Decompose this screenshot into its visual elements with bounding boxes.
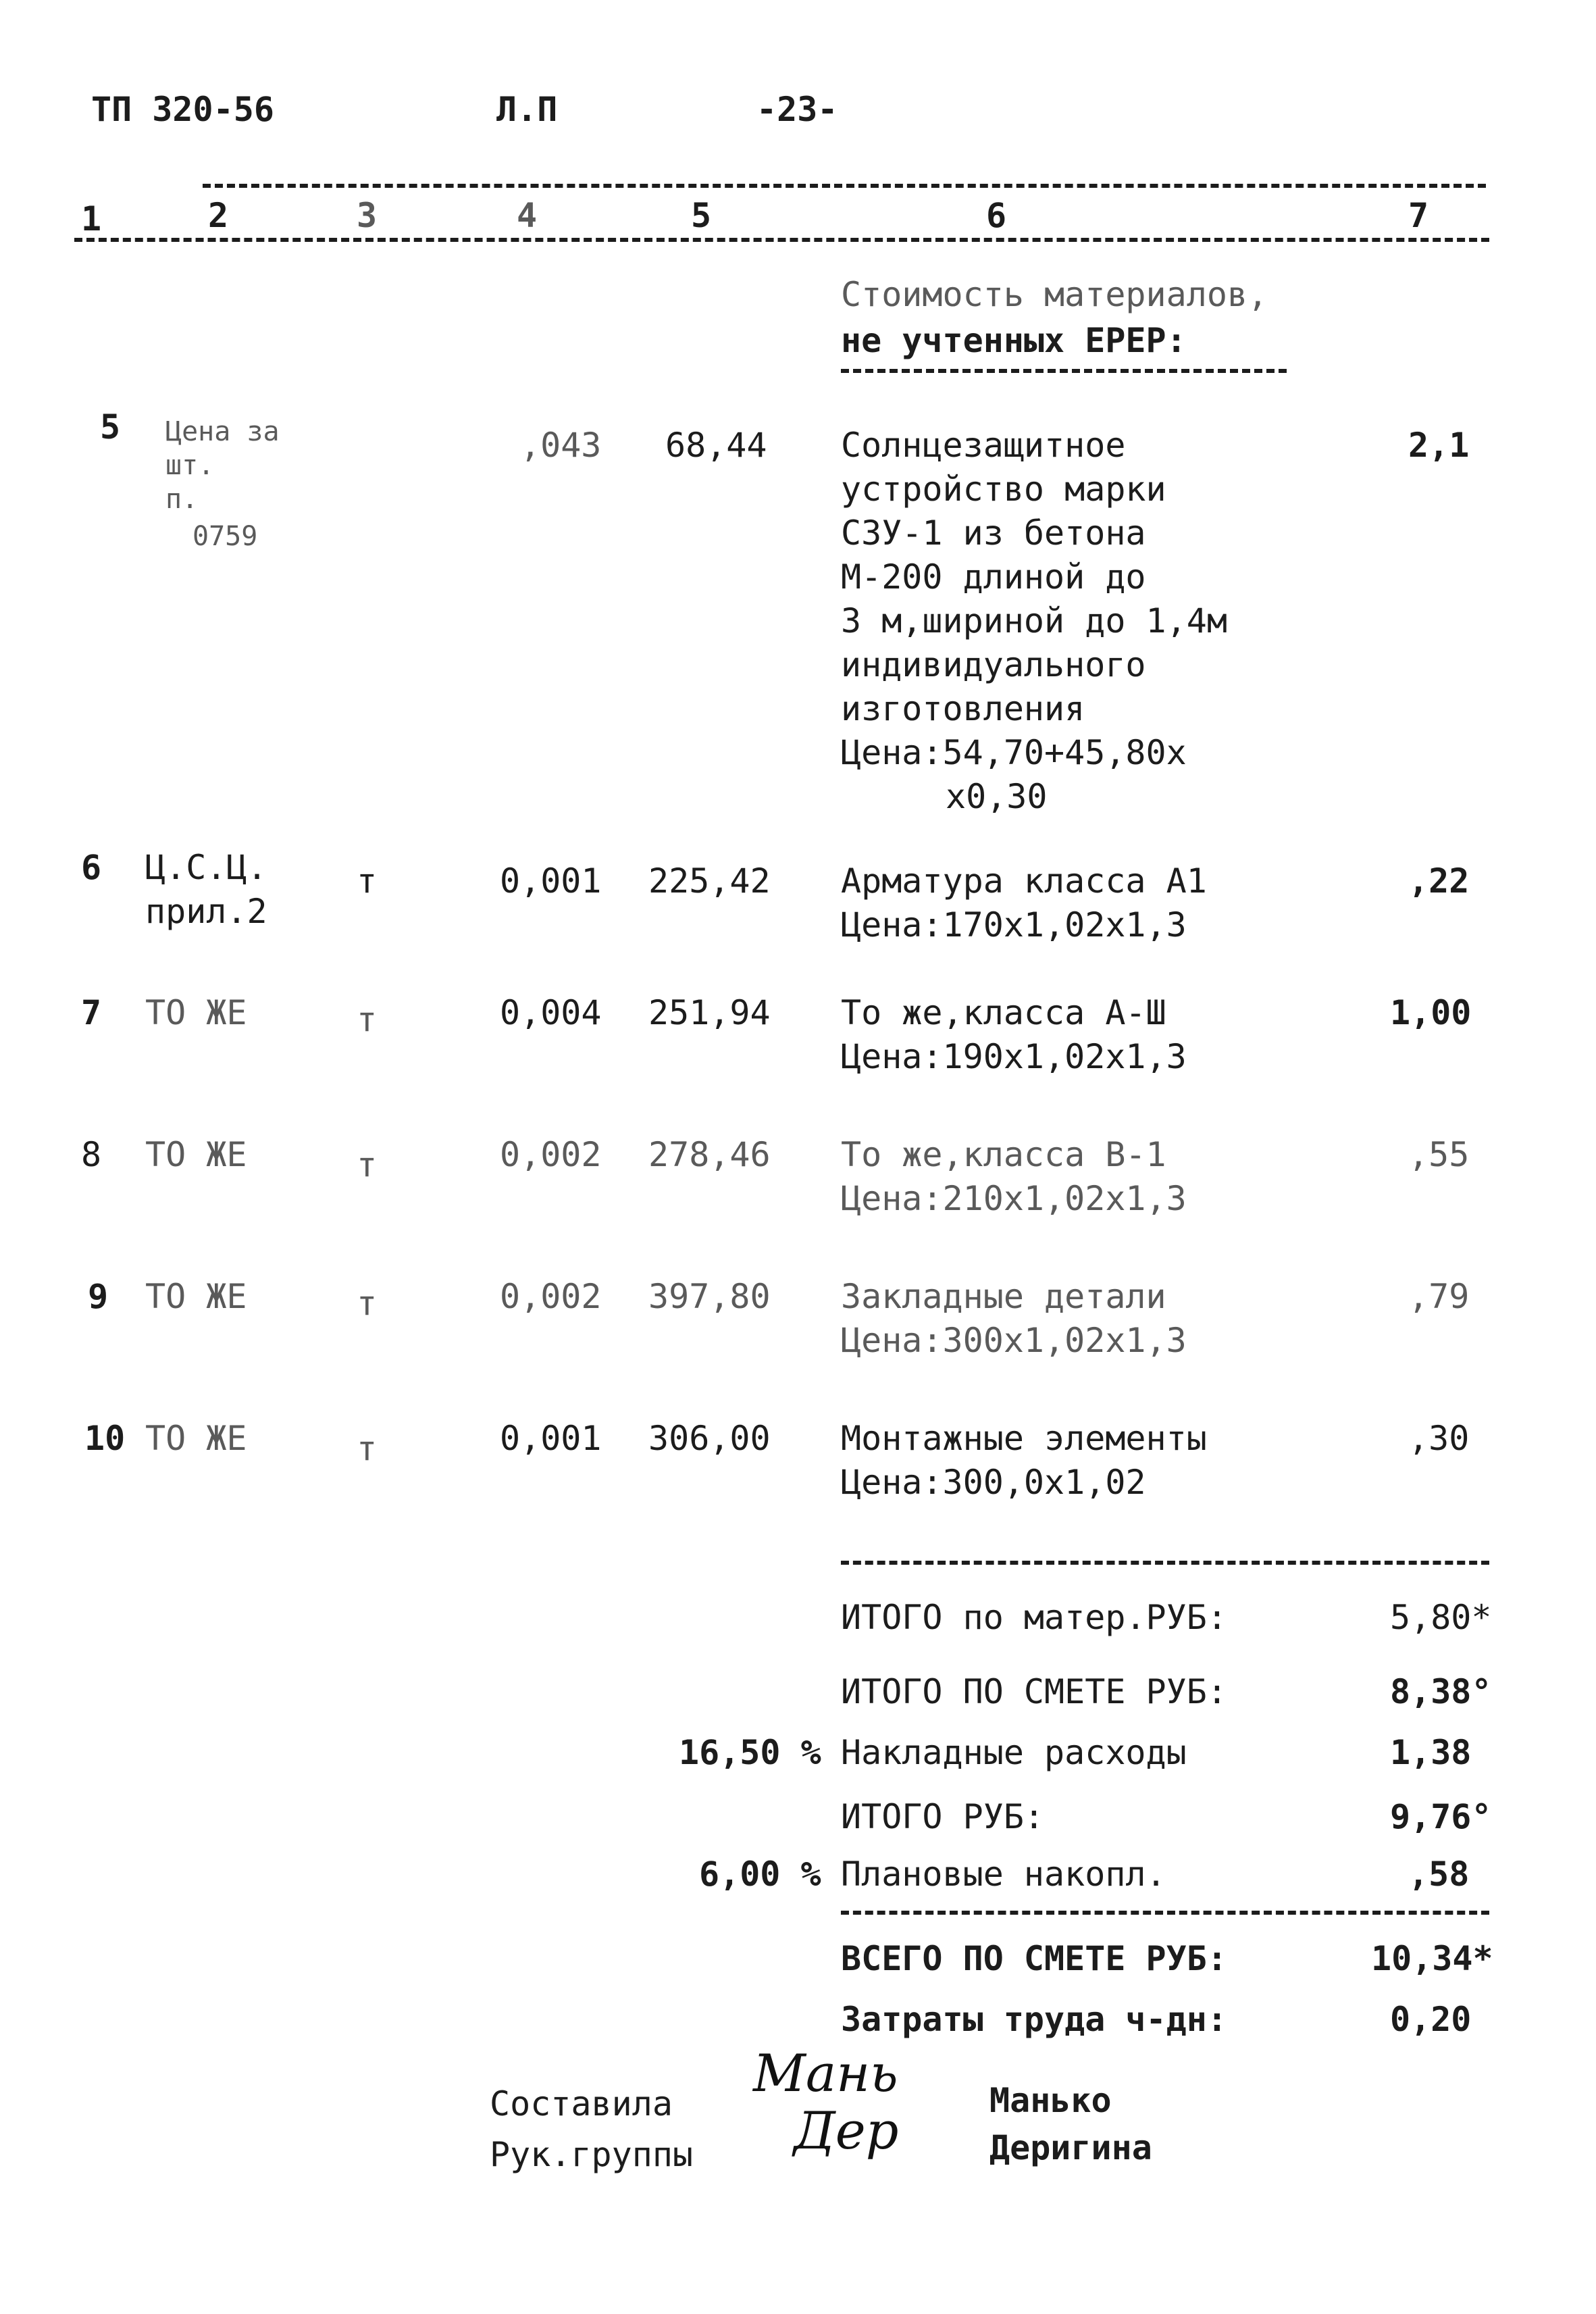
row-unit: т bbox=[357, 1429, 378, 1468]
row-description: То же,класса В-1 bbox=[841, 1135, 1166, 1174]
row-code: прил.2 bbox=[145, 892, 267, 931]
row-description: Солнцезащитное bbox=[841, 426, 1126, 465]
row-number: 8 bbox=[81, 1135, 102, 1174]
row-total: ,30 bbox=[1408, 1419, 1470, 1458]
column-number-5: 5 bbox=[691, 196, 712, 235]
grand-total-label: ВСЕГО ПО СМЕТЕ РУБ: bbox=[841, 1939, 1227, 1978]
row-description: Цена:300,0х1,02 bbox=[841, 1463, 1146, 1502]
total-label: ИТОГО по матер.РУБ: bbox=[841, 1598, 1227, 1637]
row-description: Закладные детали bbox=[841, 1277, 1166, 1316]
section-title-underline bbox=[841, 369, 1287, 373]
row-description: СЗУ-1 из бетона bbox=[841, 513, 1146, 553]
row-description: Монтажные элементы bbox=[841, 1419, 1207, 1458]
row-price: 278,46 bbox=[648, 1135, 771, 1174]
column-number-1: 1 bbox=[81, 199, 102, 238]
row-description: Цена:54,70+45,80х bbox=[841, 733, 1187, 772]
row-code: п. bbox=[165, 484, 199, 515]
row-number: 6 bbox=[81, 848, 102, 887]
row-description: Цена:300х1,02х1,3 bbox=[841, 1321, 1187, 1360]
total-value: 1,38 bbox=[1390, 1733, 1472, 1772]
row-code: Цена за bbox=[165, 416, 280, 447]
signature-name-compiled: Манько bbox=[989, 2081, 1112, 2120]
row-price: 225,42 bbox=[648, 861, 771, 901]
total-percent: 6,00 % bbox=[699, 1855, 821, 1894]
signature-autograph: Мань bbox=[753, 2043, 898, 2103]
document-code: ТП 320-56 bbox=[91, 90, 274, 129]
total-value: 8,38° bbox=[1390, 1672, 1492, 1711]
row-quantity: 0,002 bbox=[500, 1277, 602, 1316]
grand-total-value: 10,34* bbox=[1371, 1939, 1493, 1978]
signature-role-compiled: Составила bbox=[490, 2084, 673, 2123]
row-code: ТО ЖЕ bbox=[145, 993, 247, 1032]
row-code: ТО ЖЕ bbox=[145, 1135, 247, 1174]
row-code: ТО ЖЕ bbox=[145, 1277, 247, 1316]
row-total: 1,00 bbox=[1390, 993, 1472, 1032]
row-quantity: 0,001 bbox=[500, 1419, 602, 1458]
row-number: 10 bbox=[84, 1419, 126, 1458]
column-number-4: 4 bbox=[517, 196, 538, 235]
row-description: индивидуального bbox=[841, 645, 1146, 684]
row-description: Цена:170х1,02х1,3 bbox=[841, 905, 1187, 945]
column-number-3: 3 bbox=[357, 196, 378, 235]
row-number: 5 bbox=[100, 407, 121, 447]
row-unit: т bbox=[357, 1284, 378, 1323]
total-value: ,58 bbox=[1408, 1855, 1470, 1894]
row-unit: т bbox=[357, 1000, 378, 1039]
column-number-7: 7 bbox=[1408, 196, 1429, 235]
column-header-top-rule bbox=[203, 184, 1486, 188]
row-price: 397,80 bbox=[648, 1277, 771, 1316]
signature-name-group-lead: Деригина bbox=[989, 2128, 1152, 2167]
row-description: Цена:190х1,02х1,3 bbox=[841, 1037, 1187, 1076]
row-code: шт. bbox=[165, 450, 215, 481]
row-description: х0,30 bbox=[946, 777, 1048, 816]
signature-role-group-lead: Рук.группы bbox=[490, 2135, 694, 2174]
row-unit: т bbox=[357, 1145, 378, 1184]
row-description: устройство марки bbox=[841, 470, 1166, 509]
row-price: 306,00 bbox=[648, 1419, 771, 1458]
row-description: изготовления bbox=[841, 689, 1085, 728]
row-total: ,22 bbox=[1408, 861, 1470, 901]
labor-cost-label: Затраты труда ч-дн: bbox=[841, 2000, 1227, 2039]
row-quantity: 0,004 bbox=[500, 993, 602, 1032]
row-code: 0759 bbox=[192, 521, 258, 552]
column-number-2: 2 bbox=[208, 196, 229, 235]
total-percent: 16,50 % bbox=[679, 1733, 821, 1772]
row-code: ТО ЖЕ bbox=[145, 1419, 247, 1458]
row-price: 251,94 bbox=[648, 993, 771, 1032]
row-total: ,55 bbox=[1408, 1135, 1470, 1174]
page-number: -23- bbox=[756, 90, 838, 129]
row-description: М-200 длиной до bbox=[841, 557, 1146, 597]
row-description: Арматура класса А1 bbox=[841, 861, 1207, 901]
row-total: ,79 bbox=[1408, 1277, 1470, 1316]
row-quantity: ,043 bbox=[520, 426, 602, 465]
total-value: 5,80* bbox=[1390, 1598, 1492, 1637]
signature-autograph: Дер bbox=[794, 2101, 899, 2161]
row-description: 3 м,шириной до 1,4м bbox=[841, 601, 1227, 640]
grand-total-rule bbox=[841, 1911, 1489, 1915]
section-title-line-2: не учтенных ЕРЕР: bbox=[841, 321, 1187, 360]
row-code: Ц.С.Ц. bbox=[145, 848, 267, 887]
sheet-label: Л.П bbox=[496, 90, 558, 129]
total-label: ИТОГО РУБ: bbox=[841, 1797, 1045, 1836]
labor-cost-value: 0,20 bbox=[1390, 2000, 1472, 2039]
total-label: Накладные расходы bbox=[841, 1733, 1187, 1772]
row-price: 68,44 bbox=[665, 426, 767, 465]
total-value: 9,76° bbox=[1390, 1797, 1492, 1836]
row-unit: т bbox=[357, 861, 378, 901]
row-total: 2,1 bbox=[1408, 426, 1470, 465]
total-label: ИТОГО ПО СМЕТЕ РУБ: bbox=[841, 1672, 1227, 1711]
column-header-bottom-rule bbox=[74, 238, 1489, 242]
row-description: То же,класса А-Ш bbox=[841, 993, 1166, 1032]
section-title-line-1: Стоимость материалов, bbox=[841, 275, 1268, 314]
row-number: 9 bbox=[88, 1277, 109, 1316]
row-quantity: 0,002 bbox=[500, 1135, 602, 1174]
row-quantity: 0,001 bbox=[500, 861, 602, 901]
row-description: Цена:210х1,02х1,3 bbox=[841, 1179, 1187, 1218]
totals-top-rule bbox=[841, 1561, 1489, 1565]
total-label: Плановые накопл. bbox=[841, 1855, 1166, 1894]
column-number-6: 6 bbox=[986, 196, 1007, 235]
row-number: 7 bbox=[81, 993, 102, 1032]
